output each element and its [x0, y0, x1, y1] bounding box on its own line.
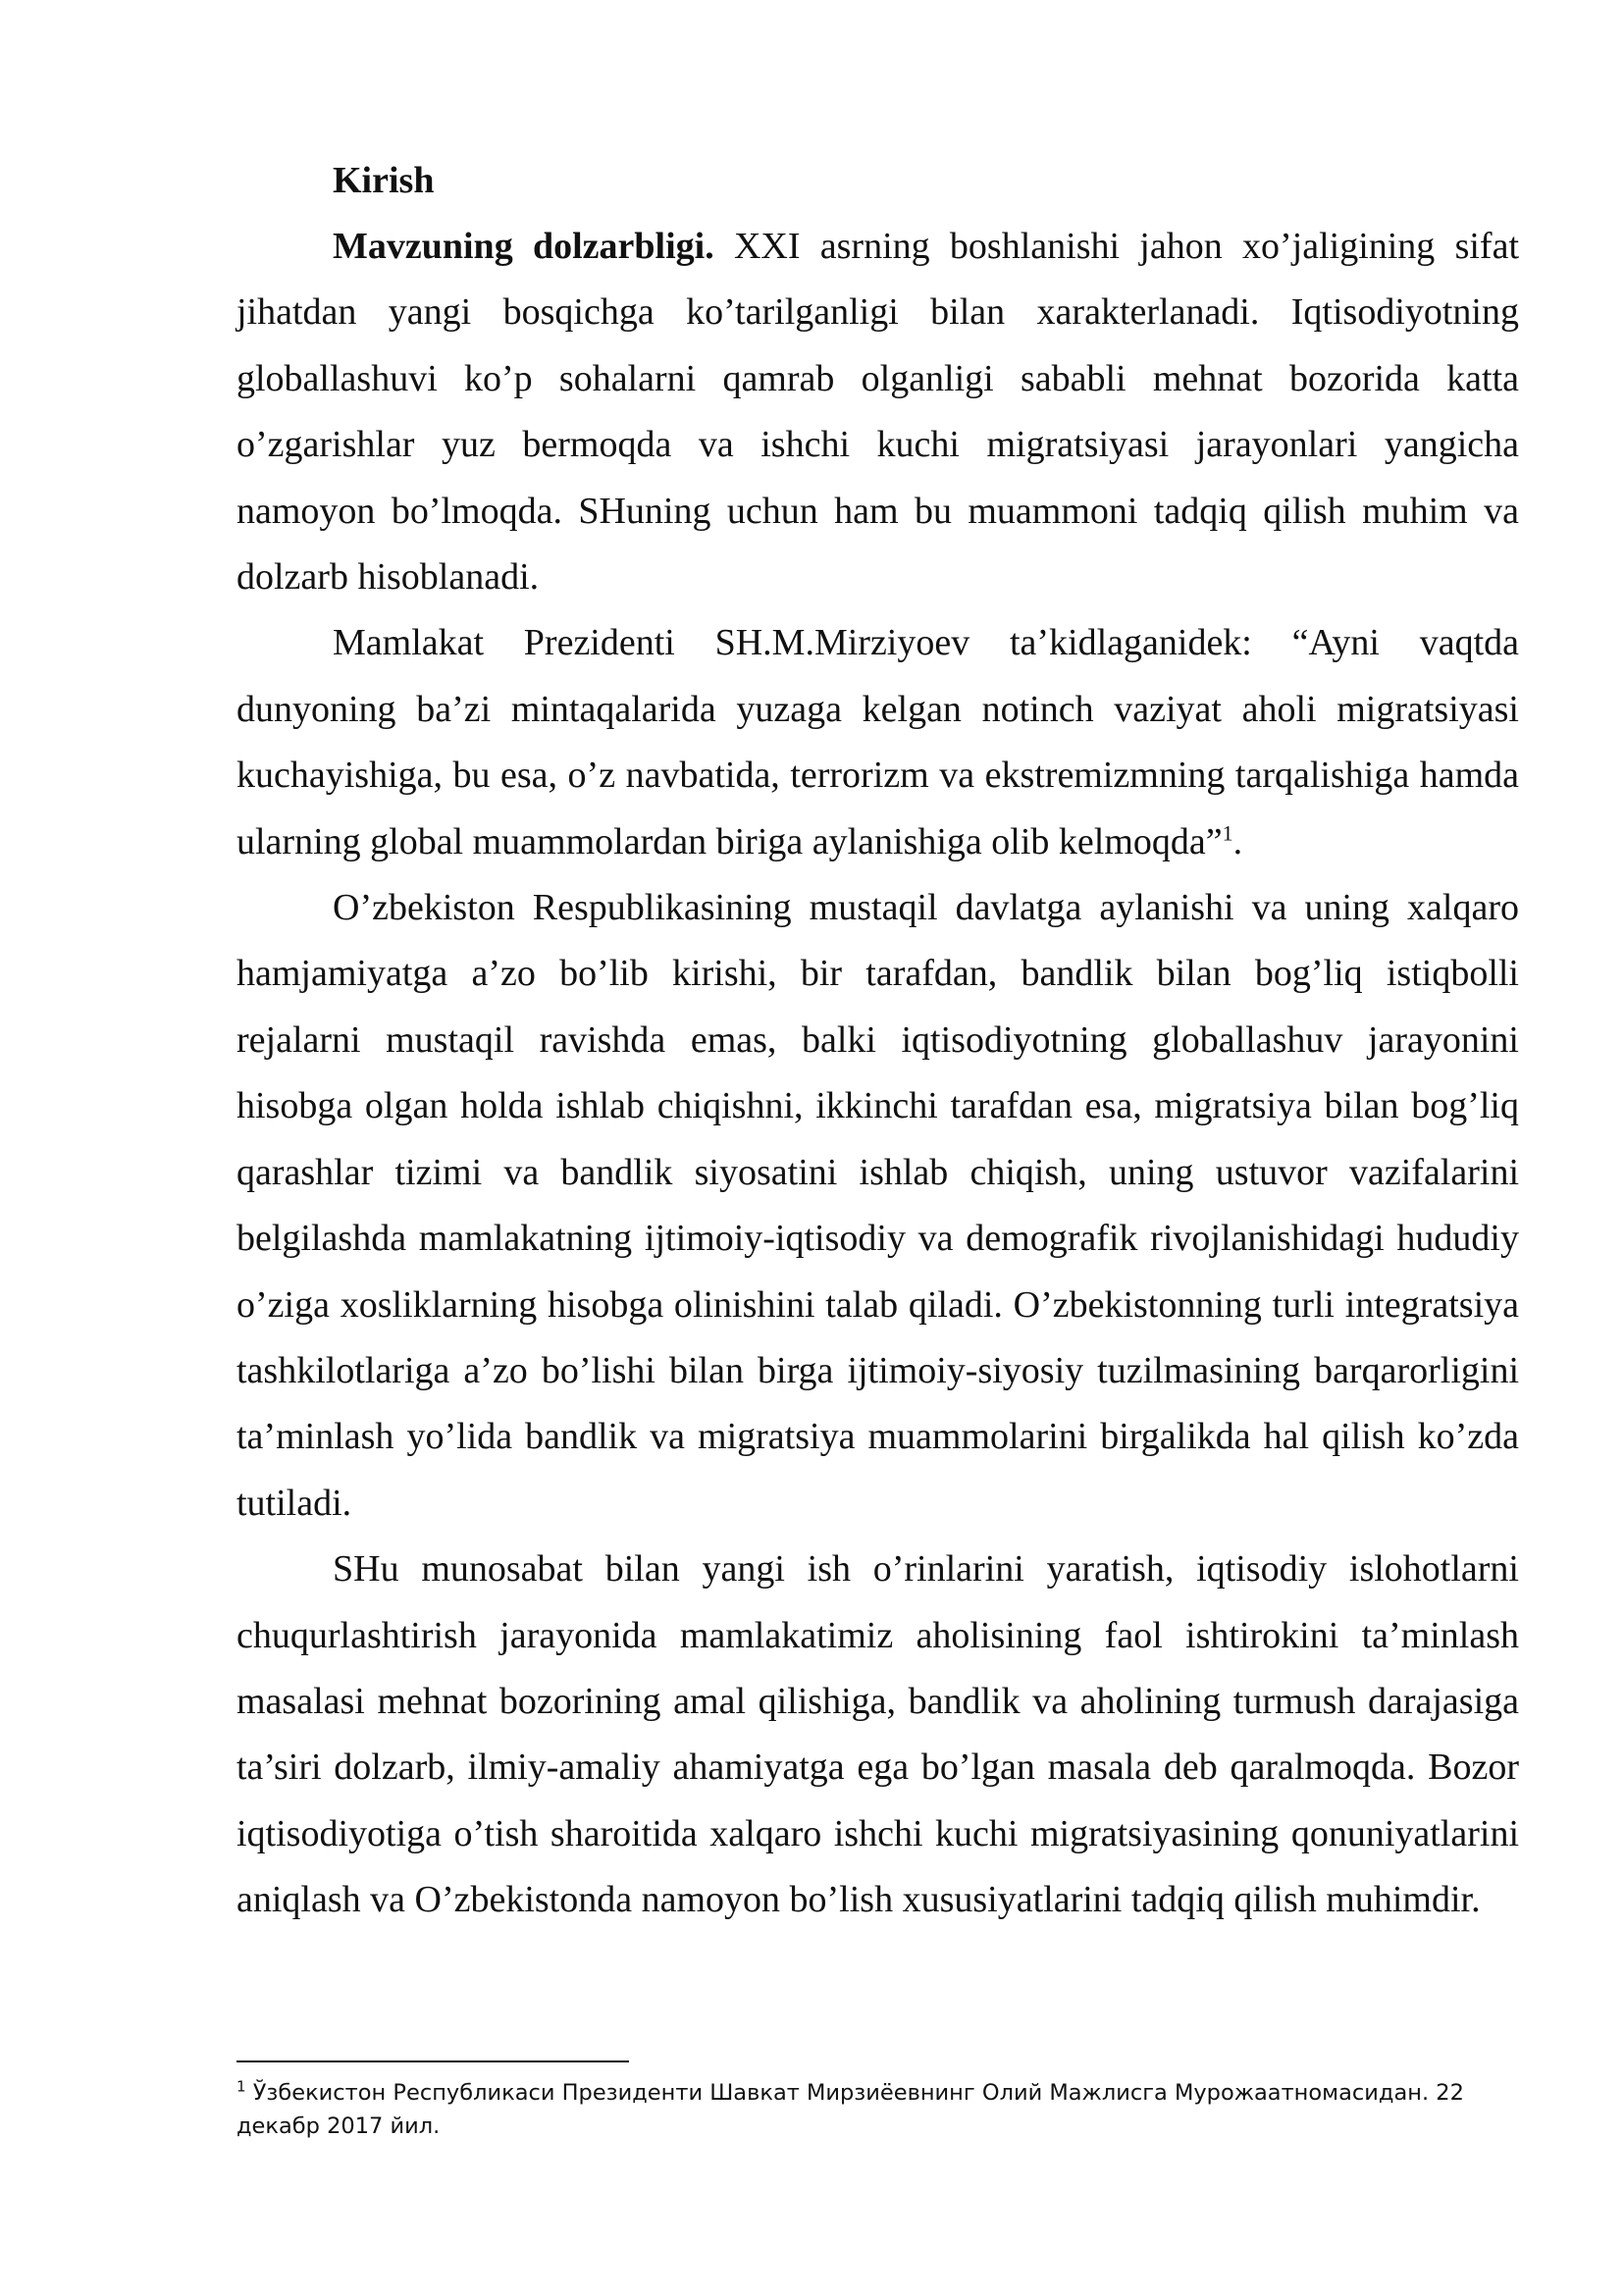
- document-body: [236, 147, 1519, 1934]
- paragraph-uzbekistan-policy: [236, 875, 1519, 1537]
- section-heading: Kirish: [333, 160, 435, 201]
- footnote-reference[interactable]: 1: [1222, 820, 1233, 845]
- footnote-text: Ўзбекистон Республикаси Президенти Шавкат Мирзиёевнинг Олий Мажлисга Мурожаатномасидан. 22 декабр 2017 йил.: [236, 2080, 1464, 2139]
- footnote: [236, 2076, 1522, 2143]
- paragraph-text: Mamlakat Prezidenti SH.M.Mirziyoev ta’kidlaganidek: “Ayni vaqtda dunyoning ba’zi mintaqalarida yuzaga kelgan notinch vaziyat aholi migratsiyasi kuchayishiga, bu esa, o’z navbatida, terrorizm va ekstremizmning tarqalishiga hamda ularning global muammolardan biriga aylanishiga olib kelmoqda”: [236, 622, 1519, 862]
- paragraph-lead: Mavzuning dolzarbligi.: [333, 226, 714, 267]
- footnote-separator: [236, 2060, 629, 2062]
- paragraph-labor-market: [236, 1537, 1519, 1933]
- paragraph-relevance: [236, 214, 1519, 610]
- paragraph-text: XXI asrning boshlanishi jahon xo’jaligining sifat jihatdan yangi bosqichga ko’tarilganligi bilan xarakterlanadi. Iqtisodiyotning globallashuvi ko’p sohalarni qamrab olganligi sababli mehnat bozorida katta o’zgarishlar yuz bermoqda va ishchi kuchi migratsiyasi jarayonlari yangicha namoyon bo’lmoqda. SHuning uchun ham bu muammoni tadqiq qilish muhim va dolzarb hisoblanadi.: [236, 226, 1520, 599]
- paragraph-text: O’zbekiston Respublikasining mustaqil davlatga aylanishi va uning xalqaro hamjamiyatga a’zo bo’lib kirishi, bir tarafdan, bandlik bilan bog’liq istiqbolli rejalarni mustaqil ravishda emas, balki iqtisodiyotning globallashuv jarayonini hisobga olgan holda ishlab chiqishni, ikkinchi tarafdan esa, migratsiya bilan bog’liq qarashlar tizimi va bandlik siyosatini ishlab chiqish, uning ustuvor vazifalarini belgilashda mamlakatning ijtimoiy-iqtisodiy va demografik rivojlanishidagi hududiy o’ziga xosliklarning hisobga olinishini talab qiladi. O’zbekistonning turli integratsiya tashkilotlariga a’zo bo’lishi bilan birga ijtimoiy-siyosiy tuzilmasining barqarorligini ta’minlash yo’lida bandlik va migratsiya muammolarini birgalikda hal qilish ko’zda tutiladi.: [236, 887, 1519, 1524]
- paragraph-end-punctuation: .: [1232, 820, 1243, 862]
- paragraph-president-quote: [236, 610, 1519, 875]
- footnote-number: 1: [236, 2077, 246, 2096]
- paragraph-text: SHu munosabat bilan yangi ish o’rinlarini yaratish, iqtisodiy islohotlarni chuqurlashtirish jarayonida mamlakatimiz aholisining faol ishtirokini ta’minlash masalasi mehnat bozorining amal qilishiga, bandlik va aholining turmush darajasiga ta’siri dolzarb, ilmiy-amaliy ahamiyatga ega bo’lgan masala deb qaralmoqda. Bozor iqtisodiyotiga o’tish sharoitida xalqaro ishchi kuchi migratsiyasining qonuniyatlarini aniqlash va O’zbekistonda namoyon bo’lish xususiyatlarini tadqiq qilish muhimdir.: [236, 1548, 1519, 1921]
